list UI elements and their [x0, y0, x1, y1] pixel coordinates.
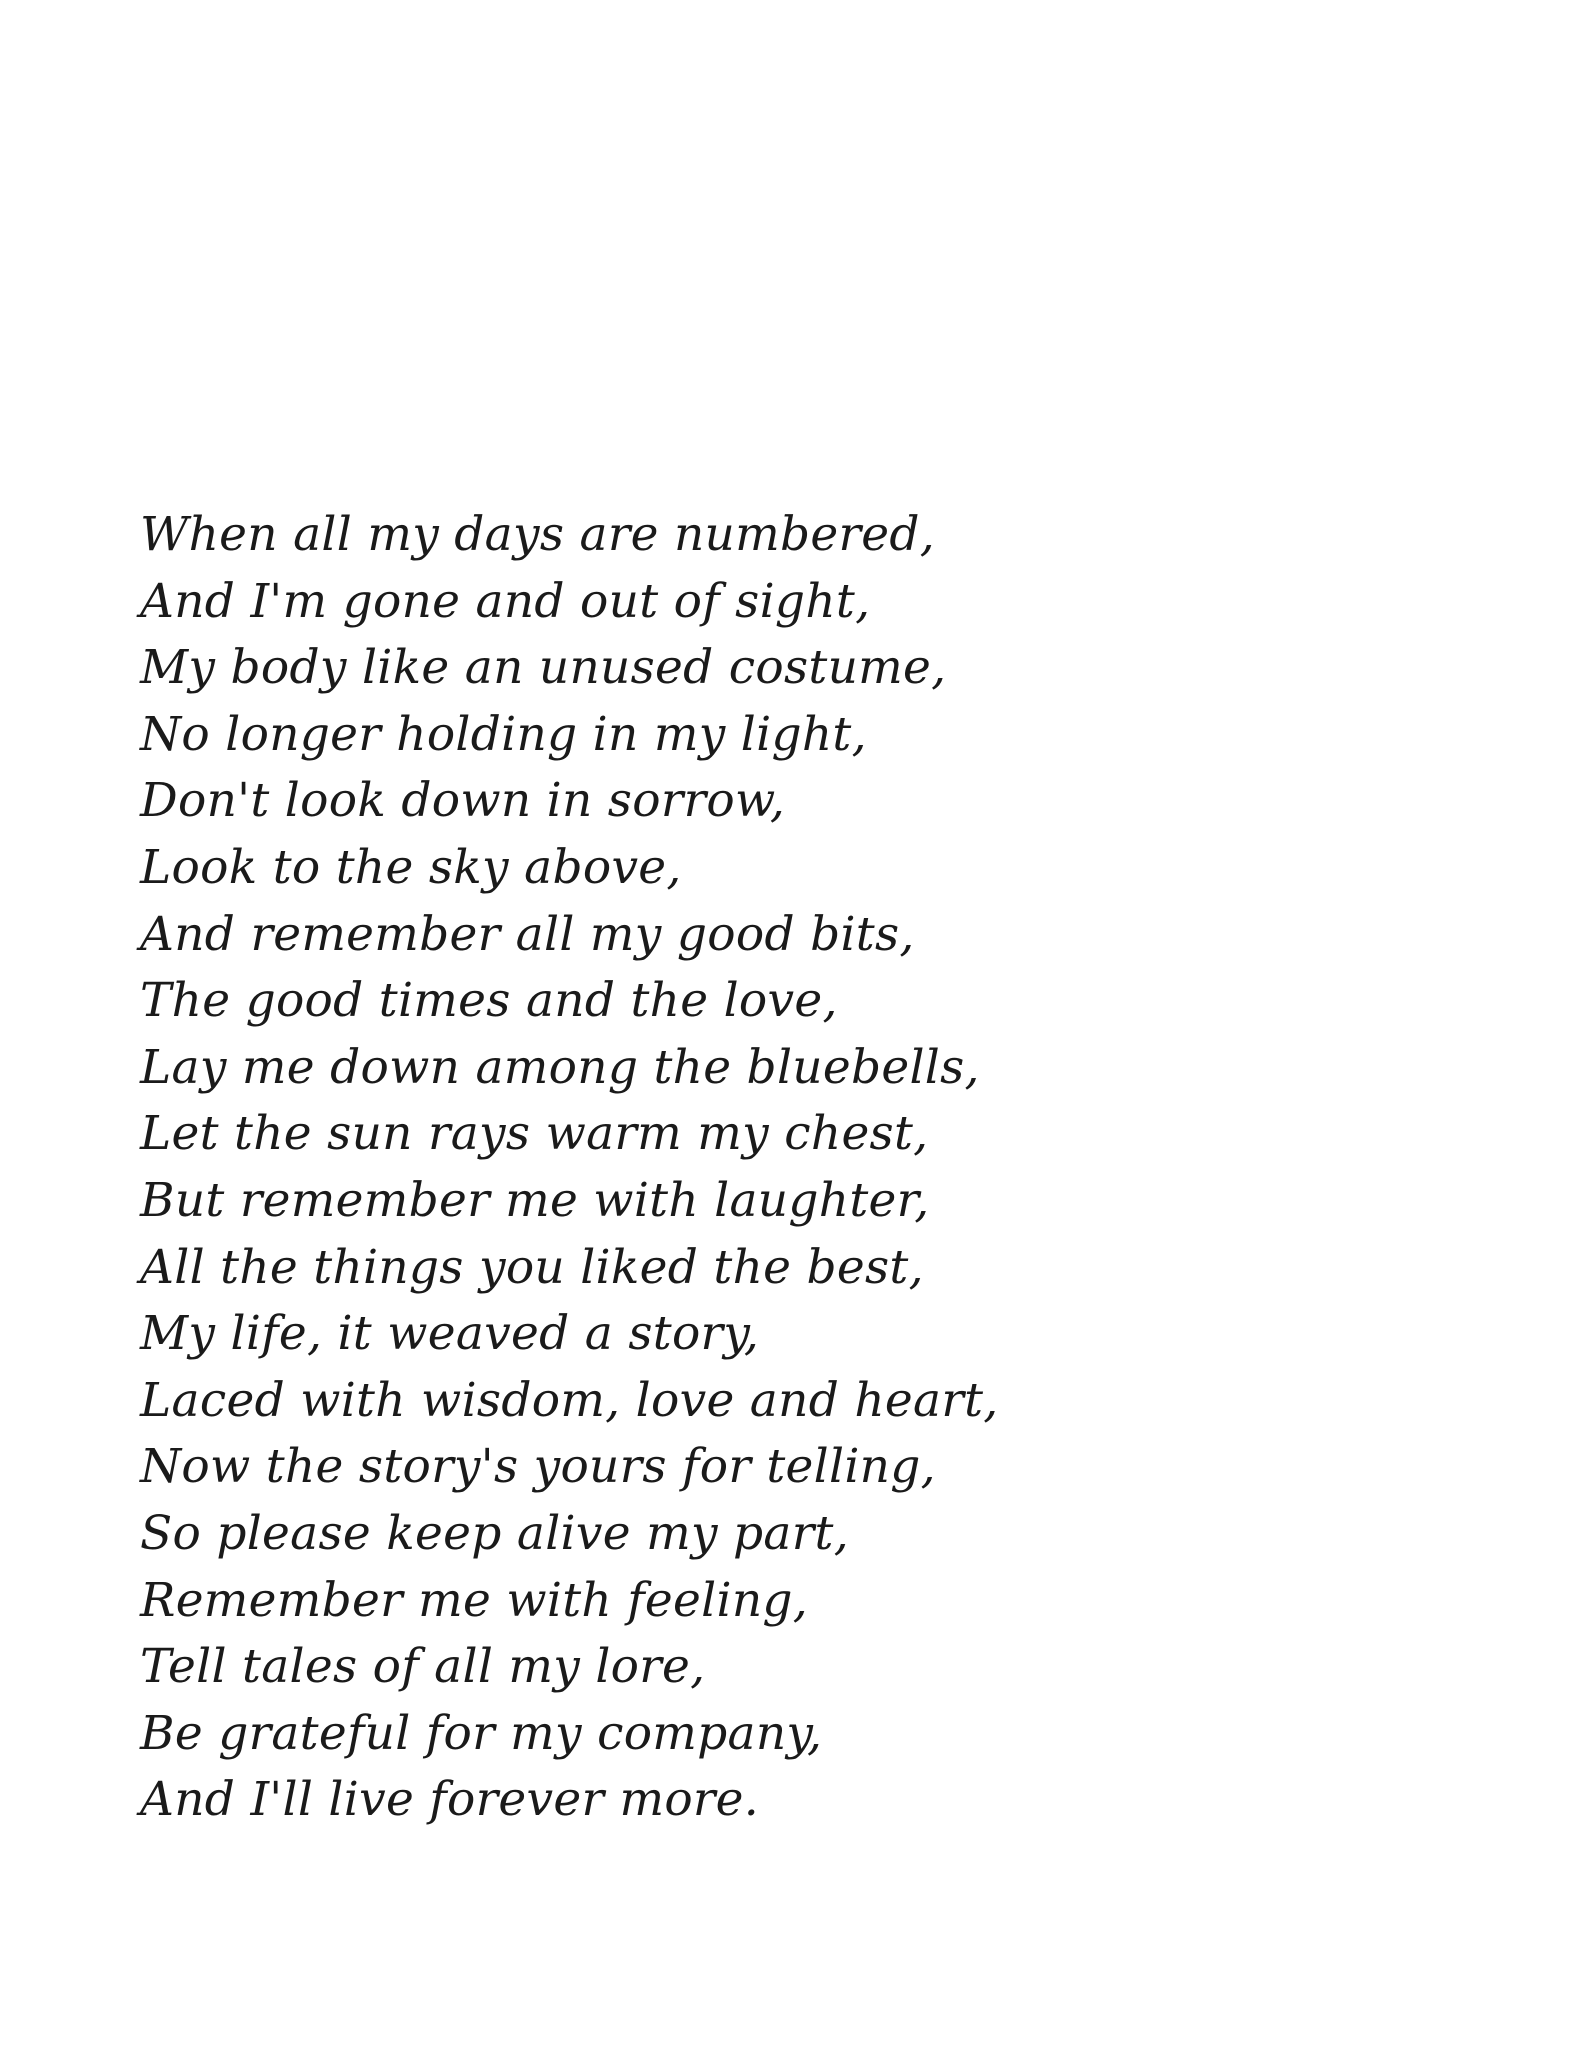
poem-line: My body like an unused costume,	[140, 640, 947, 696]
poem-line: Be grateful for my company,	[140, 1705, 823, 1761]
poem-line: So please keep alive my part,	[140, 1505, 849, 1561]
poem-line: And I'll live forever more.	[140, 1772, 760, 1828]
poem-line: Remember me with feeling,	[140, 1572, 809, 1628]
poem-line: When all my days are numbered,	[140, 507, 935, 562]
poem-line: Look to the sky above,	[140, 839, 682, 895]
poem-line: The good times and the love,	[140, 973, 838, 1029]
poem-line: No longer holding in my light,	[140, 706, 867, 762]
poem-line: All the things you liked the best,	[140, 1239, 924, 1295]
poem-line: But remember me with laughter,	[140, 1172, 930, 1228]
poem-line: Laced with wisdom, love and heart,	[140, 1372, 999, 1428]
poem-line: And remember all my good bits,	[140, 906, 915, 962]
poem-text	[140, 502, 999, 1834]
poem-line: And I'm gone and out of sight,	[140, 573, 871, 629]
poem-line: Lay me down among the bluebells,	[140, 1039, 980, 1095]
poem-line: Now the story's yours for telling,	[140, 1439, 936, 1495]
poem-line: Let the sun rays warm my chest,	[140, 1106, 929, 1162]
poem-line: My life, it weaved a story,	[140, 1306, 760, 1362]
poem-line: Don't look down in sorrow,	[140, 773, 786, 829]
poem-line: Tell tales of all my lore,	[140, 1639, 706, 1695]
